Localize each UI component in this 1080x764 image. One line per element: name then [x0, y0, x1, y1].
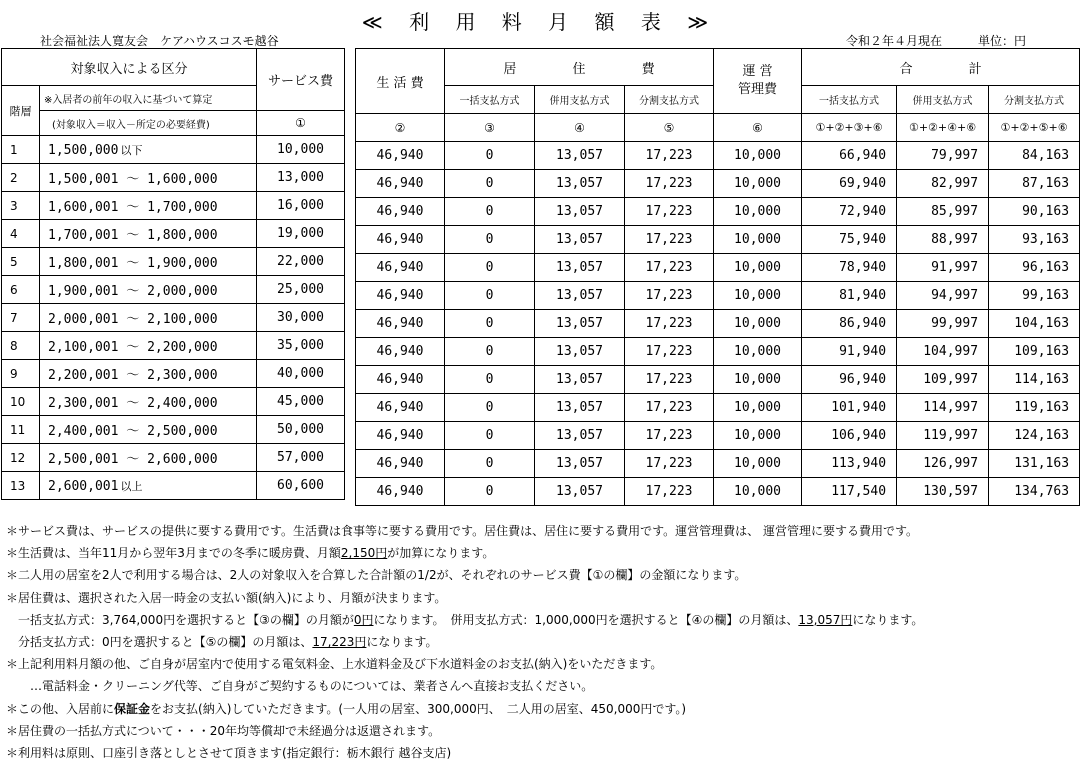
housing-lump-sum-cell: 0 — [445, 254, 535, 282]
income-row — [2, 416, 345, 444]
fee-row — [356, 450, 1080, 478]
fee-row — [356, 282, 1080, 310]
income-row — [2, 220, 345, 248]
total-combined-cell: 88,997 — [897, 226, 989, 254]
income-range-cell: 1,800,001 ～ 1,900,000 — [40, 248, 257, 276]
income-row — [2, 136, 345, 164]
note-utilities: ＊上記利用料月額の他、ご自身が居室内で使用する電気料金、上水道料金及び下水道料金のお支払(納入)をいただきます。 — [6, 657, 663, 672]
management-fee-cell: 10,000 — [714, 170, 802, 198]
living-cost-cell: 46,940 — [356, 394, 445, 422]
floor-cell: 13 — [2, 472, 40, 500]
total-lump-sum-cell: 117,540 — [802, 478, 897, 506]
income-note-basis: ※入居者の前年の収入に基づいて算定 — [40, 86, 257, 111]
living-cost-cell: 46,940 — [356, 310, 445, 338]
living-cost-cell: 46,940 — [356, 226, 445, 254]
note-housing-payment: ＊居住費は、選択された入居一時金の支払い額(納入)により、月額が決まります。 — [6, 590, 447, 605]
total-installment-formula: ①+②+⑤+⑥ — [989, 114, 1080, 142]
income-row — [2, 444, 345, 472]
income-row — [2, 388, 345, 416]
housing-installment-cell: 17,223 — [625, 450, 714, 478]
total-installment-cell: 104,163 — [989, 310, 1080, 338]
total-installment-cell: 96,163 — [989, 254, 1080, 282]
housing-combined-cell: 13,057 — [535, 478, 625, 506]
floor-cell: 3 — [2, 192, 40, 220]
housing-combined-cell: 13,057 — [535, 450, 625, 478]
income-row — [2, 304, 345, 332]
housing-lump-sum-cell: 0 — [445, 366, 535, 394]
total-combined-cell: 119,997 — [897, 422, 989, 450]
total-combined-header: 併用支払方式 — [897, 86, 989, 114]
income-row — [2, 360, 345, 388]
housing-lump-sum-cell: 0 — [445, 310, 535, 338]
total-lump-sum-cell: 91,940 — [802, 338, 897, 366]
income-row — [2, 472, 345, 500]
floor-cell: 10 — [2, 388, 40, 416]
floor-cell: 2 — [2, 164, 40, 192]
fee-row — [356, 254, 1080, 282]
page-title: ≪ 利 用 料 月 額 表 ≫ — [361, 10, 719, 34]
income-range-cell: 2,100,001 ～ 2,200,000 — [40, 332, 257, 360]
total-combined-cell: 94,997 — [897, 282, 989, 310]
total-installment-cell: 114,163 — [989, 366, 1080, 394]
housing-combined-cell: 13,057 — [535, 394, 625, 422]
service-fee-cell: 13,000 — [257, 164, 345, 192]
housing-lump-sum-cell: 0 — [445, 422, 535, 450]
total-lump-sum-cell: 106,940 — [802, 422, 897, 450]
housing-combined-cell: 13,057 — [535, 282, 625, 310]
housing-installment-cell: 17,223 — [625, 282, 714, 310]
floor-cell: 9 — [2, 360, 40, 388]
housing-combined-cell: 13,057 — [535, 338, 625, 366]
housing-combined-cell: 13,057 — [535, 254, 625, 282]
housing-combined-no: ④ — [535, 114, 625, 142]
income-range-cell: 1,600,001 ～ 1,700,000 — [40, 192, 257, 220]
housing-combined-cell: 13,057 — [535, 142, 625, 170]
housing-combined-cell: 13,057 — [535, 366, 625, 394]
service-fee-cell: 35,000 — [257, 332, 345, 360]
housing-installment-cell: 17,223 — [625, 254, 714, 282]
service-fee-header: サービス費 — [257, 49, 345, 111]
income-row — [2, 248, 345, 276]
housing-installment-cell: 17,223 — [625, 198, 714, 226]
management-fee-no: ⑥ — [714, 114, 802, 142]
note-shared-room: ＊二人用の居室を2人で利用する場合は、2人の対象収入を合算した合計額の1/2が、それぞれのサービス費【①の欄】の金額になります。 — [6, 568, 747, 583]
living-cost-cell: 46,940 — [356, 170, 445, 198]
management-fee-cell: 10,000 — [714, 394, 802, 422]
income-range-cell: 2,400,001 ～ 2,500,000 — [40, 416, 257, 444]
total-installment-cell: 84,163 — [989, 142, 1080, 170]
total-installment-cell: 90,163 — [989, 198, 1080, 226]
housing-installment-header: 分割支払方式 — [625, 86, 714, 114]
total-combined-cell: 126,997 — [897, 450, 989, 478]
income-row — [2, 332, 345, 360]
housing-installment-no: ⑤ — [625, 114, 714, 142]
housing-lump-sum-cell: 0 — [445, 450, 535, 478]
housing-cost-header: 居 住 費 — [445, 49, 714, 86]
fee-row — [356, 422, 1080, 450]
income-group-header: 対象収入による区分 — [2, 49, 257, 86]
note-winter-heating: ＊生活費は、当年11月から翌年3月までの冬季に暖房費、月額2,150円が加算になります。 — [6, 546, 495, 561]
living-cost-cell: 46,940 — [356, 338, 445, 366]
total-installment-cell: 109,163 — [989, 338, 1080, 366]
service-fee-cell: 25,000 — [257, 276, 345, 304]
total-lump-sum-cell: 69,940 — [802, 170, 897, 198]
fee-row — [356, 170, 1080, 198]
living-cost-cell: 46,940 — [356, 254, 445, 282]
service-fee-cell: 45,000 — [257, 388, 345, 416]
service-fee-cell: 22,000 — [257, 248, 345, 276]
service-fee-cell: 50,000 — [257, 416, 345, 444]
fee-breakdown-table — [355, 48, 1080, 506]
fee-row — [356, 142, 1080, 170]
total-lump-sum-cell: 66,940 — [802, 142, 897, 170]
housing-installment-cell: 17,223 — [625, 142, 714, 170]
management-fee-cell: 10,000 — [714, 450, 802, 478]
housing-lump-sum-no: ③ — [445, 114, 535, 142]
note-fee-definitions: ＊サービス費は、サービスの提供に要する費用です。生活費は食事等に要する費用です。居住費は、居住に要する費用です。運営管理費は、 運営管理に要する費用です。 — [6, 524, 918, 538]
income-row — [2, 276, 345, 304]
total-combined-cell: 91,997 — [897, 254, 989, 282]
living-cost-cell: 46,940 — [356, 422, 445, 450]
living-cost-cell: 46,940 — [356, 366, 445, 394]
fee-row — [356, 198, 1080, 226]
service-fee-cell: 60,600 — [257, 472, 345, 500]
total-installment-cell: 124,163 — [989, 422, 1080, 450]
income-range-cell: 2,000,001 ～ 2,100,000 — [40, 304, 257, 332]
income-range-cell: 2,200,001 ～ 2,300,000 — [40, 360, 257, 388]
income-range-cell: 2,300,001 ～ 2,400,000 — [40, 388, 257, 416]
housing-installment-cell: 17,223 — [625, 226, 714, 254]
floor-cell: 1 — [2, 136, 40, 164]
housing-lump-sum-cell: 0 — [445, 142, 535, 170]
service-fee-cell: 19,000 — [257, 220, 345, 248]
living-cost-header: 生 活 費 — [356, 49, 445, 114]
service-fee-cell: 40,000 — [257, 360, 345, 388]
total-combined-cell: 82,997 — [897, 170, 989, 198]
total-lump-sum-cell: 86,940 — [802, 310, 897, 338]
management-fee-cell: 10,000 — [714, 254, 802, 282]
total-lump-sum-cell: 75,940 — [802, 226, 897, 254]
housing-installment-cell: 17,223 — [625, 338, 714, 366]
living-cost-cell: 46,940 — [356, 198, 445, 226]
total-installment-cell: 134,763 — [989, 478, 1080, 506]
housing-lump-sum-cell: 0 — [445, 226, 535, 254]
notes — [6, 520, 1076, 764]
living-cost-no: ② — [356, 114, 445, 142]
housing-installment-cell: 17,223 — [625, 422, 714, 450]
housing-lump-sum-cell: 0 — [445, 282, 535, 310]
total-installment-cell: 87,163 — [989, 170, 1080, 198]
fee-row — [356, 338, 1080, 366]
housing-lump-sum-cell: 0 — [445, 198, 535, 226]
fee-row — [356, 226, 1080, 254]
living-cost-cell: 46,940 — [356, 478, 445, 506]
management-fee-cell: 10,000 — [714, 282, 802, 310]
note-phone-cleaning: …電話料金・クリーニング代等、ご自身がご契約するものについては、業者さんへ直接お支払ください。 — [30, 679, 594, 694]
total-installment-cell: 93,163 — [989, 226, 1080, 254]
service-fee-cell: 30,000 — [257, 304, 345, 332]
housing-combined-cell: 13,057 — [535, 226, 625, 254]
living-cost-cell: 46,940 — [356, 282, 445, 310]
total-combined-cell: 85,997 — [897, 198, 989, 226]
floor-cell: 12 — [2, 444, 40, 472]
housing-installment-cell: 17,223 — [625, 170, 714, 198]
income-range-cell: 1,500,001 ～ 1,600,000 — [40, 164, 257, 192]
floor-cell: 8 — [2, 332, 40, 360]
total-lump-sum-cell: 113,940 — [802, 450, 897, 478]
housing-installment-cell: 17,223 — [625, 394, 714, 422]
organization-name: 社会福祉法人寛友会 ケアハウスコスモ越谷 — [40, 34, 279, 48]
as-of-date: 令和２年４月現在 — [846, 34, 943, 48]
housing-combined-cell: 13,057 — [535, 310, 625, 338]
fee-row — [356, 394, 1080, 422]
note-lump-sum-combined: 一括支払方式：3,764,000円を選択すると【③の欄】の月額が0円になります。 併用支払方式：1,000,000円を選択すると【④の欄】の月額は、13,057円になります。 — [18, 612, 924, 627]
fee-row — [356, 310, 1080, 338]
total-lump-sum-cell: 78,940 — [802, 254, 897, 282]
housing-lump-sum-cell: 0 — [445, 170, 535, 198]
service-fee-cell: 16,000 — [257, 192, 345, 220]
management-fee-cell: 10,000 — [714, 198, 802, 226]
housing-lump-sum-header: 一括支払方式 — [445, 86, 535, 114]
fee-row — [356, 366, 1080, 394]
income-range-cell: 2,600,001 以上 — [40, 472, 257, 500]
total-lump-sum-cell: 81,940 — [802, 282, 897, 310]
unit-label: 単位：円 — [978, 34, 1027, 48]
management-fee-cell: 10,000 — [714, 338, 802, 366]
housing-installment-cell: 17,223 — [625, 310, 714, 338]
housing-combined-cell: 13,057 — [535, 198, 625, 226]
housing-lump-sum-cell: 0 — [445, 478, 535, 506]
management-fee-cell: 10,000 — [714, 366, 802, 394]
management-fee-header: 運 営 管理費 — [714, 49, 802, 114]
floor-cell: 5 — [2, 248, 40, 276]
total-installment-header: 分割支払方式 — [989, 86, 1080, 114]
income-service-table — [1, 48, 345, 500]
note-installment: 分括支払方式：0円を選択すると【⑤の欄】の月額は、17,223円になります。 — [18, 635, 438, 650]
housing-installment-cell: 17,223 — [625, 478, 714, 506]
fee-row — [356, 478, 1080, 506]
total-combined-cell: 79,997 — [897, 142, 989, 170]
floor-cell: 11 — [2, 416, 40, 444]
management-fee-cell: 10,000 — [714, 422, 802, 450]
total-header: 合 計 — [802, 49, 1080, 86]
note-amortization: ＊居住費の一括払方式について・・・20年均等償却で未経過分は返還されます。 — [6, 723, 441, 738]
total-combined-cell: 114,997 — [897, 394, 989, 422]
note-deposit: ＊この他、入居前に保証金をお支払(納入)していただきます。(一人用の居室、300,000円、 二人用の居室、450,000円です。) — [6, 701, 687, 716]
total-combined-formula: ①+②+④+⑥ — [897, 114, 989, 142]
income-range-cell: 1,500,000 以下 — [40, 136, 257, 164]
service-fee-cell: 57,000 — [257, 444, 345, 472]
income-range-cell: 1,900,001 ～ 2,000,000 — [40, 276, 257, 304]
income-note-formula: (対象収入＝収入－所定の必要経費) — [40, 111, 257, 136]
living-cost-cell: 46,940 — [356, 450, 445, 478]
total-lump-sum-formula: ①+②+③+⑥ — [802, 114, 897, 142]
floor-cell: 4 — [2, 220, 40, 248]
income-row — [2, 192, 345, 220]
housing-installment-cell: 17,223 — [625, 366, 714, 394]
total-lump-sum-header: 一括支払方式 — [802, 86, 897, 114]
housing-lump-sum-cell: 0 — [445, 394, 535, 422]
total-combined-cell: 104,997 — [897, 338, 989, 366]
total-lump-sum-cell: 101,940 — [802, 394, 897, 422]
total-lump-sum-cell: 96,940 — [802, 366, 897, 394]
total-combined-cell: 109,997 — [897, 366, 989, 394]
living-cost-cell: 46,940 — [356, 142, 445, 170]
floor-header: 階層 — [2, 86, 40, 136]
date-and-unit — [846, 32, 1026, 49]
total-combined-cell: 99,997 — [897, 310, 989, 338]
total-combined-cell: 130,597 — [897, 478, 989, 506]
management-fee-cell: 10,000 — [714, 478, 802, 506]
note-bank-debit: ＊利用料は原則、口座引き落としとさせて頂きます(指定銀行：栃木銀行 越谷支店) — [6, 746, 452, 761]
management-fee-cell: 10,000 — [714, 310, 802, 338]
total-installment-cell: 99,163 — [989, 282, 1080, 310]
total-lump-sum-cell: 72,940 — [802, 198, 897, 226]
service-fee-no: ① — [257, 111, 345, 136]
management-fee-cell: 10,000 — [714, 142, 802, 170]
floor-cell: 7 — [2, 304, 40, 332]
housing-combined-cell: 13,057 — [535, 422, 625, 450]
income-range-cell: 1,700,001 ～ 1,800,000 — [40, 220, 257, 248]
income-row — [2, 164, 345, 192]
total-installment-cell: 119,163 — [989, 394, 1080, 422]
service-fee-cell: 10,000 — [257, 136, 345, 164]
housing-lump-sum-cell: 0 — [445, 338, 535, 366]
floor-cell: 6 — [2, 276, 40, 304]
housing-combined-cell: 13,057 — [535, 170, 625, 198]
housing-combined-header: 併用支払方式 — [535, 86, 625, 114]
income-range-cell: 2,500,001 ～ 2,600,000 — [40, 444, 257, 472]
total-installment-cell: 131,163 — [989, 450, 1080, 478]
management-fee-cell: 10,000 — [714, 226, 802, 254]
